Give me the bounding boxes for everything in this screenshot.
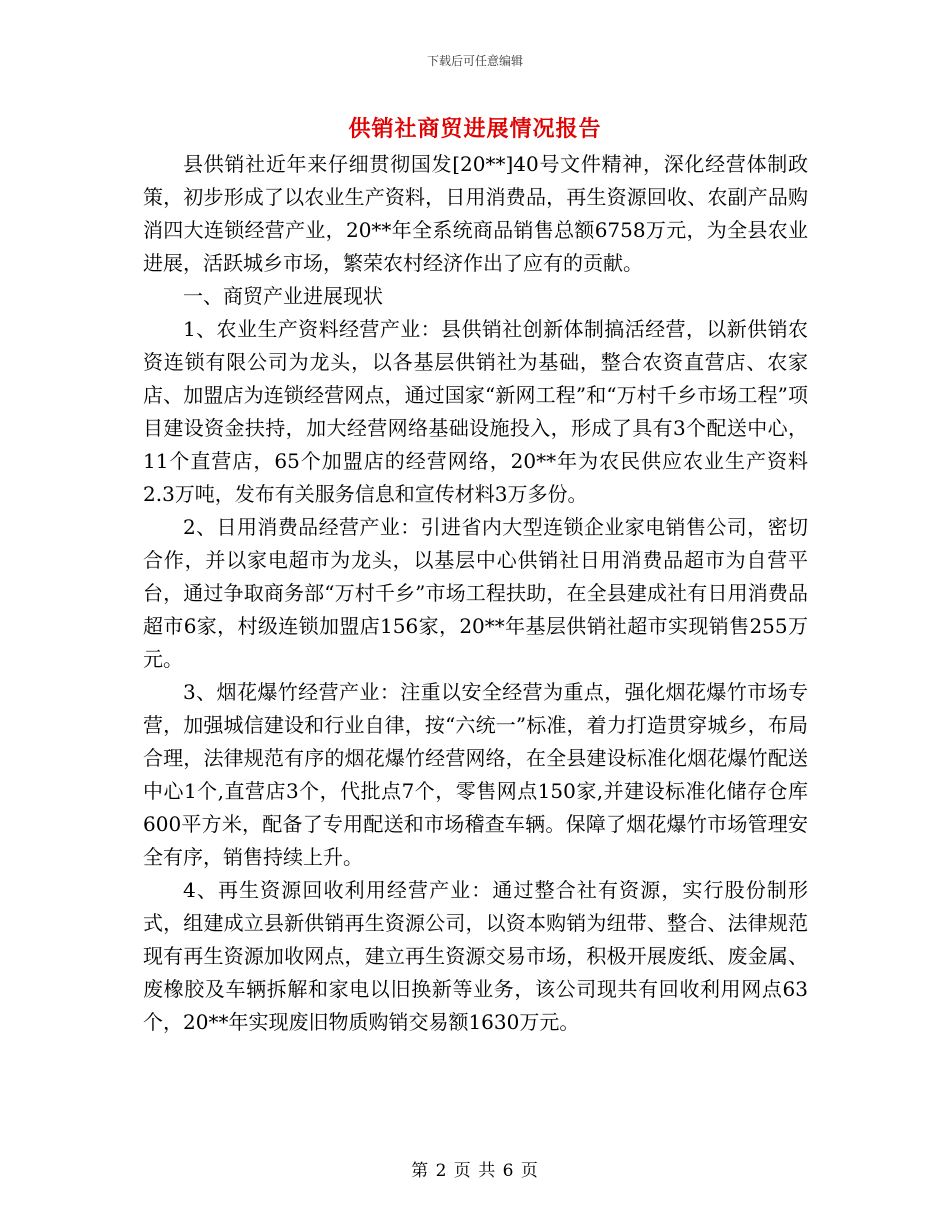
paragraph-recycling: 4、再生资源回收利用经营产业：通过整合社有资源，实行股份制形式，组建成立县新供销再生资源公司，以资本购销为纽带、整合、法律规范现有再生资源加收网点，建立再生资源交易市场，积极开展废纸、废金属、废橡胶及车辆拆解和家电以旧换新等业务，该公司现共有回收利用网点63个，20**年实现废旧物质购销交易额1630万元。 bbox=[143, 878, 808, 1034]
paragraph-fireworks: 3、烟花爆竹经营产业：注重以安全经营为重点，强化烟花爆竹市场专营，加强城信建设和行业自律，按“六统一”标准，着力打造贯穿城乡，布局合理，法律规范有序的烟花爆竹经营网络，在全县建设标准化烟花爆竹配送中心1个,直营店3个，代批点7个，零售网点150家,并建设标准化储存仓库600平方米，配备了专用配送和市场稽查车辆。保障了烟花爆竹市场管理安全有序，销售持续上升。 bbox=[143, 680, 808, 869]
page-number-footer: 第 2 页 共 6 页 bbox=[411, 1161, 539, 1181]
document-body bbox=[143, 148, 808, 1039]
paragraph-agri-materials: 1、农业生产资料经营产业：县供销社创新体制搞活经营，以新供销农资连锁有限公司为龙头，以各基层供销社为基础，整合农资直营店、农家店、加盟店为连锁经营网点，通过国家“新网工程”和“万村千乡市场工程”项目建设资金扶持，加大经营网络基础设施投入，形成了具有3个配送中心，11个直营店，65个加盟店的经营网络，20**年为农民供应农业生产资料2.3万吨，发布有关服务信息和宣传材料3万多份。 bbox=[143, 317, 808, 506]
section-heading: 一、商贸产业进展现状 bbox=[183, 284, 383, 308]
document-title: 供销社商贸进展情况报告 bbox=[348, 116, 602, 142]
paragraph-intro: 县供销社近年来仔细贯彻国发[20**]40号文件精神，深化经营体制政策，初步形成了以农业生产资料，日用消费品，再生资源回收、农副产品购消四大连锁经营产业，20**年全系统商品销售总额6758万元，为全县农业进展，活跃城乡市场，繁荣农村经济作出了应有的贡献。 bbox=[143, 152, 808, 275]
paragraph-consumer-goods: 2、日用消费品经营产业：引进省内大型连锁企业家电销售公司，密切合作，并以家电超市为龙头，以基层中心供销社日用消费品超市为自营平台，通过争取商务部“万村千乡”市场工程扶助，在全县建成社有日用消费品超市6家，村级连锁加盟店156家，20**年基层供销社超市实现销售255万元。 bbox=[143, 515, 808, 671]
header-note: 下载后可任意编辑 bbox=[426, 54, 523, 68]
